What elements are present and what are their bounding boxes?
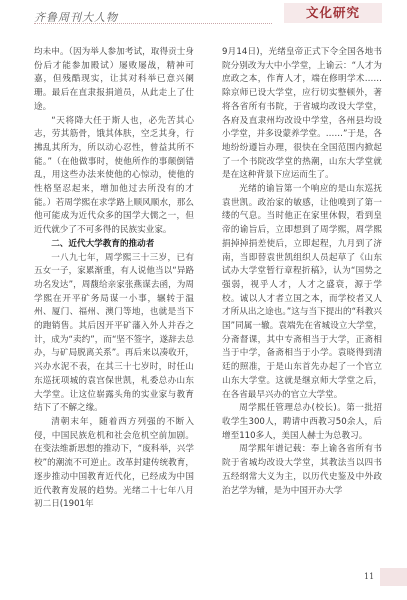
paragraph: 一八九七年，周学熙三十三岁，已有五女一子，家累渐重，有人说他当以“异路功名发达”，周馥给亲家张燕谋去函，为周学熙在开平矿务局谋一小事，辗转于温州、厦门、福州、澳门等地，也就是当下的跑销售。其后因开平矿藩入外人并吞之计，成为“卖约”，而“坚不签字，遂辞去总办，与矿局脱离关系”。再后来以凑收开，兴办水泥不表，在其三十七岁时，时任山东巡抚项城的袁宫保世凯，札委总办山东大学堂。让这位崭露头角的实业家与教育结下了不解之缘。 (34, 252, 194, 414)
header-rule (34, 23, 272, 24)
paragraph: 周学熙任管理总办(校长)。第一批招收学生300人，聘请中西教习50余人，后增至110多人，美国人赫士为总教习。 (222, 403, 382, 441)
page-header (0, 0, 407, 32)
paragraph: 光绪的谕旨第一个响应的是山东巡抚袁世凯。政治家的敏感，让他嗅到了第一缕的气息。当时他正在家里休假，看到皇帝的谕旨后，立即想到了周学熙，周学熙捐掉掉捐差使后，立即起程，九月到了济南，当即替袁世凯组织人员起草了《山东试办大学堂暂行章程折稿》，认为“国势之强弱，视乎人才，人才之盛衰，源于学校。诚以人才者立国之本，而学校者又人才所从出之途也。”这与当下提出的“科教兴国”同属一辙。袁端先在省城设立大学堂，分斋督课，其中专斋相当于大学，正斋相当于中学，备斋相当于小学。袁晓得到清廷的照准，于是山东首先办起了一个官立山东大学堂。这就是继京师大学堂之后，在各省最早兴办的官立大学堂。 (222, 184, 382, 400)
paragraph: 周学熙年谱记载：奉上谕各省所有书院于省城均改设大学堂，其教法当以四书五经纲常大义为主，以历代史鉴及中外政治艺学为辅，是为中国开办大学 (222, 444, 382, 496)
page-corner-decoration (380, 568, 407, 586)
paragraph: 清朝末年，随着西方列强的不断入侵，中国民族危机和社会危机空前加剧。在变法维新思想的推动下，“废科举，兴学校”的潮流不可逆止。改革封建传统教育，逐步推动中国教育近代化，已经成为中国近代教育发展的趋势。光绪二十七年八月初二日(1901年 (34, 416, 194, 510)
paragraph: “天将降大任于斯人也，必先苦其心志，劳其筋骨，饿其体肤，空乏其身，行拂乱其所为，所以动心忍性，曾益其所不能。”（在他做事时，使他所作的事颠倒错乱，用这些办法来使他的心惊动，使他的性格坚忍起来，增加他过去所没有的才能。）若周学熙在求学路上顺风顺水，那么他可能成为近代众多的国学大儒之一，但近代就少了不可多得的民族实业家。 (34, 115, 194, 236)
right-column (222, 46, 382, 498)
section-title: 文化研究 (284, 3, 382, 23)
journal-name: 齐鲁周刊大人物 (34, 11, 118, 24)
paragraph: 均未申。（因为举人参加考试，取得贡士身份后才能参加殿试）屡败屡战，精神可嘉，但残酷现实，让其对科举已意兴阑珊。最后在直隶报捐道员，从此走上了仕途。 (34, 47, 194, 112)
paragraph: 9月14日)，光绪皇帝正式下令全国各地书院分别改为大中小学堂，上谕云：“人才为庶政之本，作育人才，端在修明学术……除京师已设大学堂，应行切实整顿外，著将各省所有书院，于省城均改设大学堂，各府及直隶州均改设中学堂，各州县均设小学堂，并多设蒙养学堂。……”于是，各地纷纷遵旨办理，很快在全国范围内掀起了一个书院改学堂的热潮，山东大学堂就是在这种背景下应运而生了。 (222, 47, 382, 181)
section-heading: 二、近代大学教育的推动者 (51, 238, 155, 249)
page-number: 11 (364, 572, 375, 581)
left-column (34, 46, 194, 512)
